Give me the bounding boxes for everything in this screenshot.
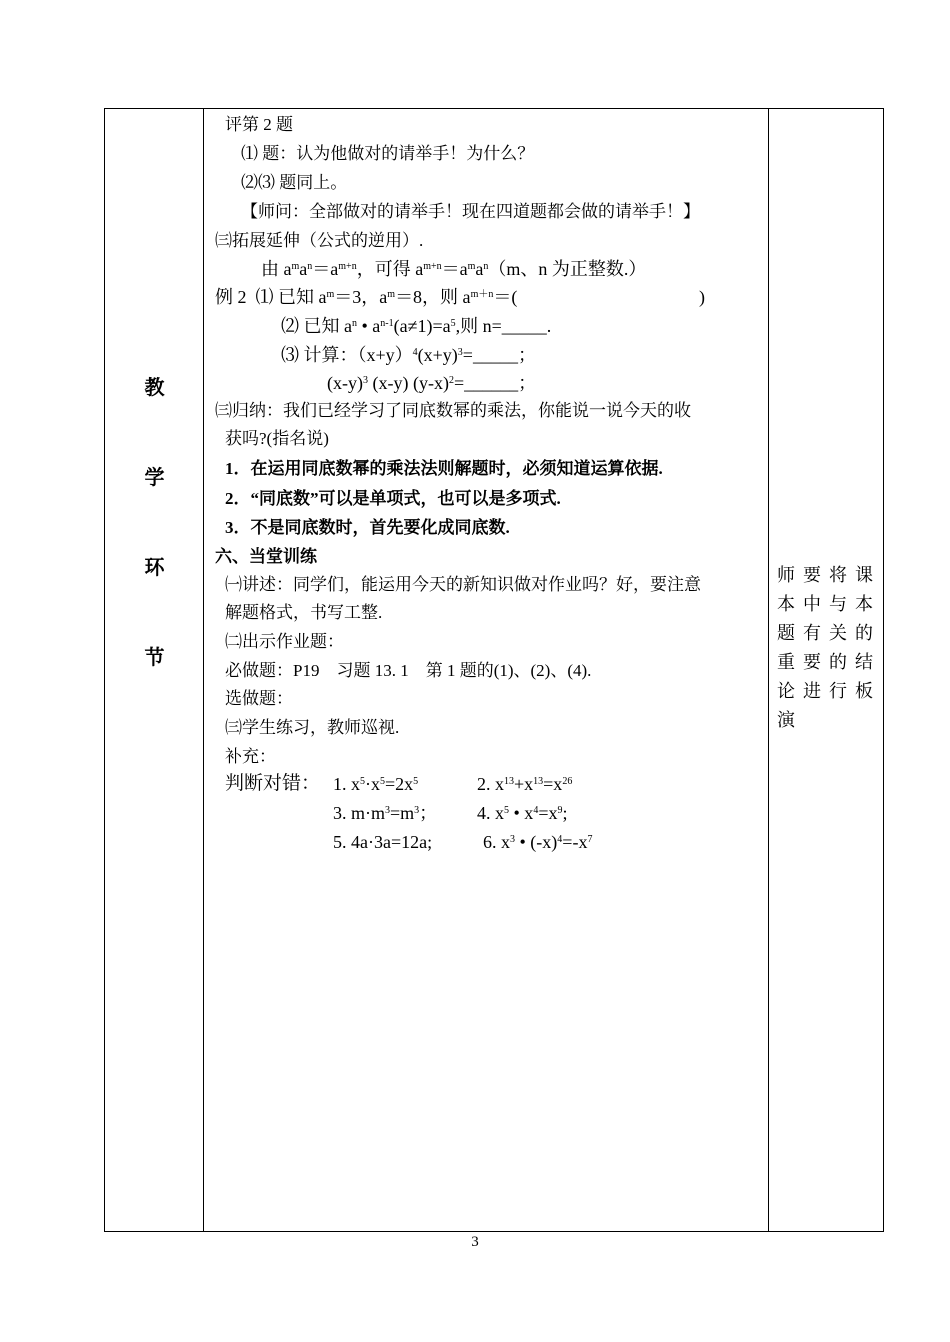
notes-column: [768, 109, 883, 1231]
summary-line1: ㈢归纳：我们已经学习了同底数幂的乘法，你能说一说今天的收: [215, 401, 691, 420]
practice-lecture-line2: 解题格式，书写工整.: [225, 603, 383, 622]
formula-inverse: 由 $a^ma^n=a^{m+n}$，可得 $a^{m+n}=a^ma^n(m$、n 为正整数.）: [261, 259, 647, 279]
lesson-table: [104, 108, 884, 1232]
section-heading-practice: 六、当堂训练: [215, 547, 317, 566]
example2-q3: ⑶ 计算：$(x+y)^4(x+y)^3=\_\_\_\_\_$；: [281, 345, 536, 365]
review-q23: ⑵⑶ 题同上。: [241, 173, 348, 192]
example2-q2: ⑵ 已知 $a^n$ • $a^{n-1}(a\ne 1)=a^5$,则 n=_____.: [281, 316, 552, 336]
stage-char-4: 节: [144, 645, 165, 669]
judge-item-3: 3. $m\cdot m^3=m^3$；: [333, 803, 438, 823]
review-q1: ⑴ 题：认为他做对的请举手！为什么？: [241, 144, 535, 163]
judge-item-6: 6. $x^3$ • $(-x)^4=-x^7$: [483, 832, 593, 852]
stage-label-column: [105, 109, 204, 1231]
supplement-label: 补充：: [225, 747, 276, 766]
student-practice: ㈢学生练习，教师巡视.: [225, 718, 400, 737]
judge-item-4: 4. $x^5$ • $x^4=x^9$;: [477, 803, 568, 823]
extension-heading: ㈢拓展延伸（公式的逆用）.: [215, 231, 424, 250]
summary-point-1: 1．在运用同底数幂的乘法法则解题时，必须知道运算依据.: [225, 459, 663, 478]
practice-lecture-line1: ㈠讲述：同学们，能运用今天的新知识做对作业吗？好，要注意: [225, 575, 701, 594]
page-number: 3: [471, 1234, 479, 1250]
example2-q4: $(x-y)^3$ (x-y) $(y-x)^2=\_\_\_\_\_\_$；: [327, 373, 537, 393]
teacher-note: 师要将课本中与本题有关的重要的结论进行板演: [777, 565, 877, 730]
judge-label: 判断对错：: [225, 773, 321, 794]
homework-heading: ㈡出示作业题：: [225, 632, 344, 651]
stage-char-3: 环: [144, 555, 165, 579]
teacher-question: 【师问：全部做对的请举手！现在四道题都会做的请举手！】: [241, 202, 700, 221]
judge-item-5: 5. 4a·3a=12a;: [333, 832, 433, 852]
optional-homework: 选做题：: [225, 689, 293, 708]
summary-point-3: 3．不是同底数时，首先要化成同底数.: [225, 518, 510, 537]
judge-item-2: 2. $x^{13}+x^{13}=x^{26}$: [477, 774, 573, 794]
required-homework: 必做题：P19 习题 13. 1 第 1 题的(1)、(2)、(4).: [225, 661, 592, 680]
example2-q1: 例 2 ⑴ 已知 $a^m=3$，$a^m=8$，则 $a^{m+n}=$( ): [215, 287, 705, 307]
judge-item-1: 1. $x^5\cdot x^5=2x^5$: [333, 774, 419, 794]
review-title: 评第 2 题: [225, 115, 293, 134]
summary-point-2: 2．“同底数”可以是单项式，也可以是多项式.: [225, 489, 561, 508]
summary-line2: 获吗?(指名说): [225, 429, 329, 448]
stage-char-1: 教: [144, 375, 165, 399]
stage-char-2: 学: [144, 465, 165, 489]
